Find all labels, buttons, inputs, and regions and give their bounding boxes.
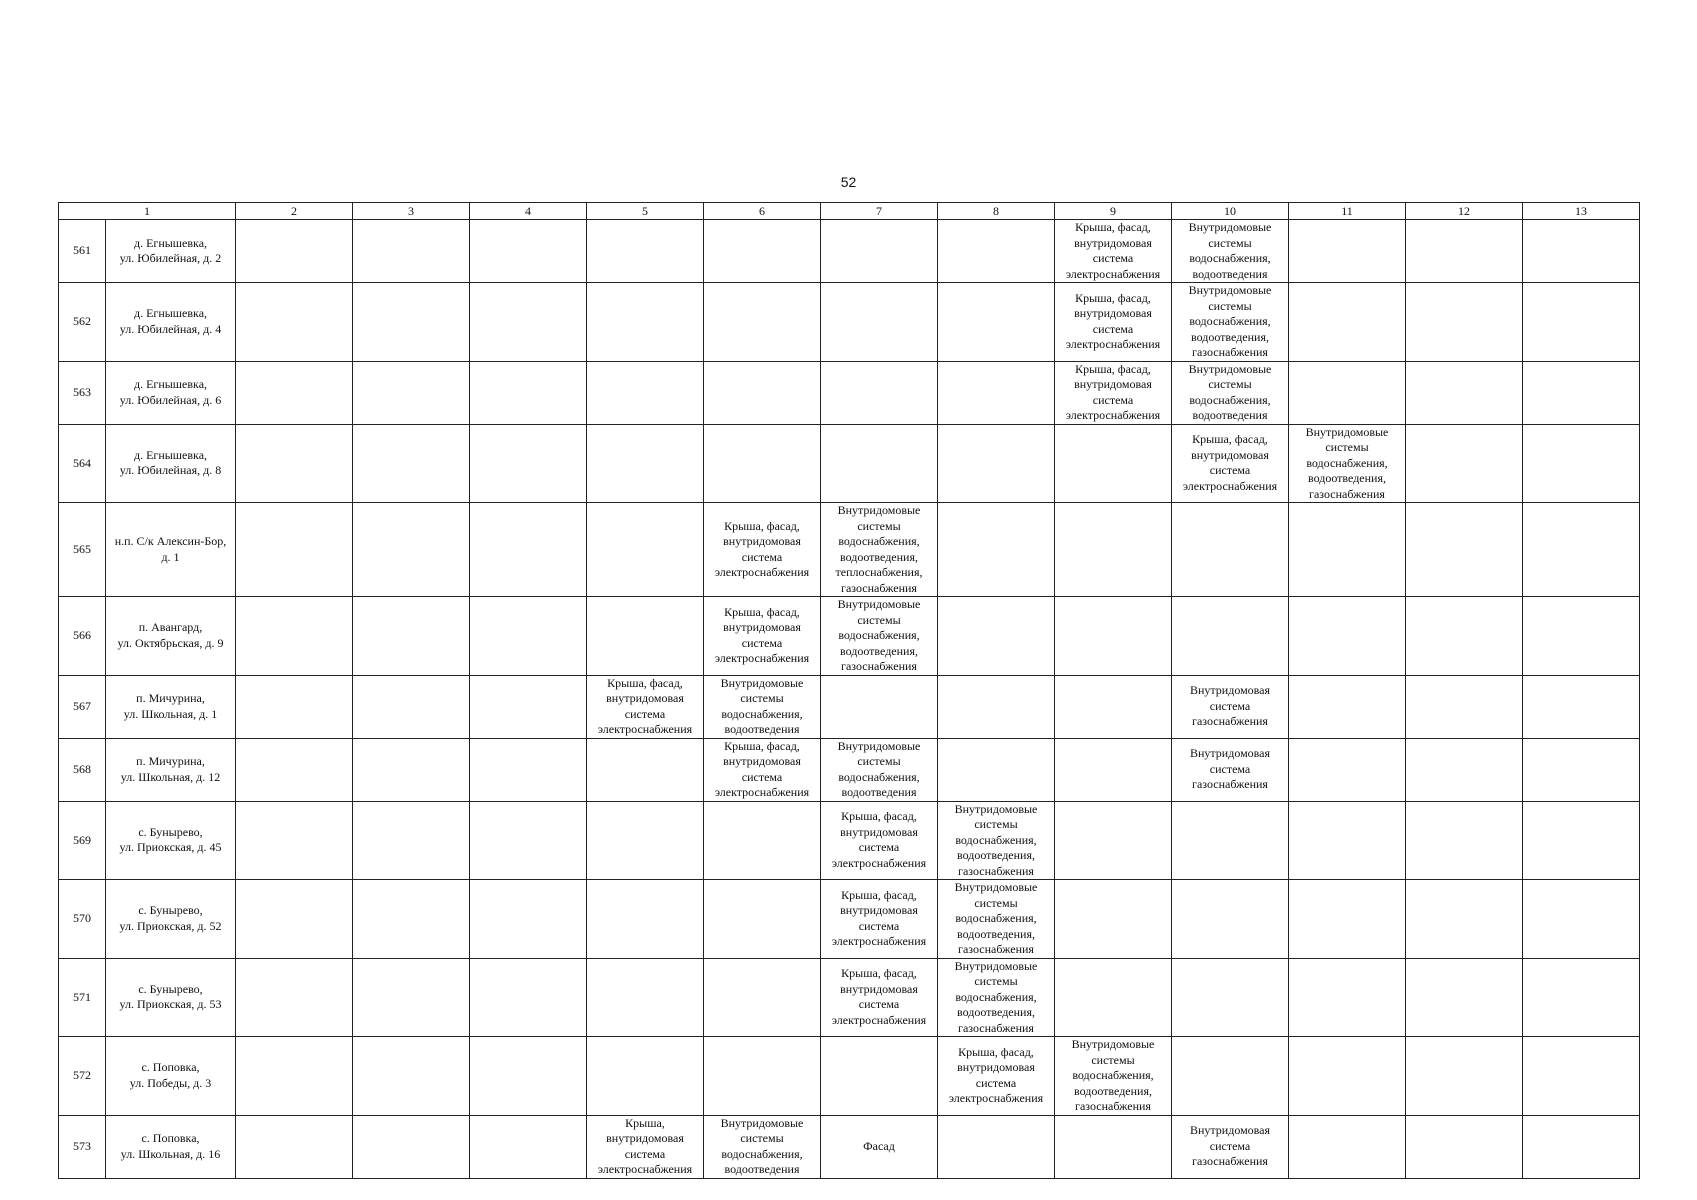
address-text: с. Поповка, ул. Победы, д. 3 [129,1060,212,1090]
column-header-11: 11 [1289,203,1406,220]
cell-col-9 [1055,880,1172,959]
cell-col-8 [938,880,1055,959]
row-number: 572 [59,1037,106,1116]
address-cell [106,1115,236,1178]
row-number: 564 [59,424,106,503]
cell-col-11 [1289,880,1406,959]
work-description: Крыша, внутридомовая система электроснабжения [597,1115,693,1176]
cell-col-11 [1289,361,1406,424]
cell-col-9 [1055,597,1172,676]
address-text: с. Бунырево, ул. Приокская, д. 52 [119,903,222,933]
table-row [59,220,1640,283]
cell-col-5 [587,1115,704,1178]
cell-col-7 [821,503,938,597]
work-description: Внутридомовая система газоснабжения [1189,746,1271,792]
cell-col-4 [470,1115,587,1178]
table-row [59,738,1640,801]
cell-col-2 [236,738,353,801]
column-header-3: 3 [353,203,470,220]
column-header-2: 2 [236,203,353,220]
row-number: 568 [59,738,106,801]
cell-col-3 [353,1115,470,1178]
table-row [59,1037,1640,1116]
cell-col-2 [236,1115,353,1178]
table-row [59,958,1640,1037]
cell-col-5 [587,220,704,283]
column-header-7: 7 [821,203,938,220]
cell-col-6 [704,503,821,597]
cell-col-7 [821,738,938,801]
cell-col-9 [1055,283,1172,362]
column-header-5: 5 [587,203,704,220]
work-description: Внутридомовая система газоснабжения [1189,1123,1271,1169]
row-number: 569 [59,801,106,880]
cell-col-13 [1523,1115,1640,1178]
cell-col-3 [353,880,470,959]
work-description: Внутридомовые системы водоснабжения, водоотведения [1188,361,1272,422]
cell-col-2 [236,503,353,597]
address-cell [106,424,236,503]
work-description: Крыша, фасад, внутридомовая система электроснабжения [1182,432,1278,493]
row-number: 567 [59,675,106,738]
cell-col-5 [587,880,704,959]
work-description: Внутридомовые системы водоснабжения, водоотведения, газоснабжения [1071,1037,1155,1113]
cell-col-8 [938,675,1055,738]
cell-col-3 [353,220,470,283]
address-text: с. Бунырево, ул. Приокская, д. 45 [119,824,222,855]
address-cell [106,880,236,959]
work-description: Крыша, фасад, внутридомовая система электроснабжения [831,966,927,1027]
cell-col-2 [236,958,353,1037]
work-description: Внутридомовые системы водоснабжения, водоотведения [1188,220,1272,281]
row-number: 573 [59,1115,106,1178]
cell-col-13 [1523,503,1640,597]
cell-col-8 [938,738,1055,801]
cell-col-13 [1523,675,1640,738]
cell-col-3 [353,738,470,801]
address-text: д. Егнышевка, ул. Юбилейная, д. 6 [119,377,222,407]
work-description: Внутридомовые системы водоснабжения, водоотведения [837,738,921,799]
cell-col-7 [821,424,938,503]
cell-col-5 [587,958,704,1037]
cell-col-4 [470,597,587,676]
cell-col-13 [1523,424,1640,503]
cell-col-6 [704,880,821,959]
address-cell [106,597,236,676]
cell-col-11 [1289,1037,1406,1116]
cell-col-5 [587,283,704,362]
row-number: 561 [59,220,106,283]
cell-col-8 [938,1115,1055,1178]
cell-col-3 [353,675,470,738]
cell-col-6 [704,958,821,1037]
cell-col-3 [353,283,470,362]
address-text: п. Мичурина, ул. Школьная, д. 1 [123,691,218,721]
work-description: Крыша, фасад, внутридомовая система электроснабжения [1065,290,1161,352]
cell-col-3 [353,503,470,597]
cell-col-4 [470,801,587,880]
cell-col-7 [821,675,938,738]
cell-col-2 [236,424,353,503]
cell-col-12 [1406,738,1523,801]
cell-col-7 [821,801,938,880]
address-cell [106,675,236,738]
work-description: Крыша, фасад, внутридомовая система электроснабжения [831,887,927,949]
column-header-9: 9 [1055,203,1172,220]
table-row [59,1115,1640,1178]
address-text: н.п. С/к Алексин-Бор, д. 1 [114,534,227,564]
cell-col-8 [938,958,1055,1037]
cell-col-12 [1406,283,1523,362]
work-description: Внутридомовые системы водоснабжения, водоотведения, теплоснабжения, газоснабжения [835,503,923,595]
cell-col-7 [821,361,938,424]
cell-col-4 [470,283,587,362]
cell-col-5 [587,503,704,597]
cell-col-10 [1172,675,1289,738]
cell-col-12 [1406,880,1523,959]
cell-col-12 [1406,958,1523,1037]
cell-col-7 [821,880,938,959]
address-cell [106,220,236,283]
cell-col-13 [1523,958,1640,1037]
address-cell [106,503,236,597]
cell-col-4 [470,880,587,959]
row-number: 562 [59,283,106,362]
work-description: Крыша, фасад, внутридомовая система электроснабжения [948,1044,1044,1106]
cell-col-3 [353,1037,470,1116]
cell-col-12 [1406,1115,1523,1178]
address-text: д. Егнышевка, ул. Юбилейная, д. 2 [119,235,222,265]
cell-col-4 [470,1037,587,1116]
cell-col-4 [470,361,587,424]
cell-col-6 [704,801,821,880]
column-header-4: 4 [470,203,587,220]
work-description: Фасад [863,1138,895,1153]
work-description: Внутридомовые системы водоснабжения, водоотведения, газоснабжения [954,880,1038,956]
cell-col-11 [1289,503,1406,597]
cell-col-12 [1406,1037,1523,1116]
cell-col-10 [1172,880,1289,959]
row-number: 571 [59,958,106,1037]
cell-col-12 [1406,675,1523,738]
column-header-1: 1 [59,203,236,220]
work-description: Внутридомовые системы водоснабжения, водоотведения, газоснабжения [954,801,1038,878]
cell-col-6 [704,283,821,362]
cell-col-4 [470,220,587,283]
cell-col-2 [236,283,353,362]
cell-col-5 [587,675,704,738]
address-text: с. Поповка, ул. Школьная, д. 16 [120,1131,221,1161]
cell-col-10 [1172,361,1289,424]
cell-col-5 [587,424,704,503]
cell-col-2 [236,801,353,880]
cell-col-7 [821,597,938,676]
address-text: д. Егнышевка, ул. Юбилейная, д. 4 [119,306,222,336]
work-description: Крыша, фасад, внутридомовая система электроснабжения [714,738,810,799]
cell-col-8 [938,283,1055,362]
cell-col-2 [236,220,353,283]
row-number: 565 [59,503,106,597]
cell-col-12 [1406,503,1523,597]
cell-col-12 [1406,220,1523,283]
table-row [59,880,1640,959]
address-cell [106,361,236,424]
cell-col-13 [1523,361,1640,424]
schedule-table [58,202,1640,1179]
cell-col-3 [353,801,470,880]
cell-col-13 [1523,1037,1640,1116]
cell-col-9 [1055,958,1172,1037]
cell-col-6 [704,675,821,738]
cell-col-11 [1289,283,1406,362]
cell-col-10 [1172,1115,1289,1178]
work-description: Внутридомовые системы водоснабжения, водоотведения, газоснабжения [954,958,1038,1035]
cell-col-8 [938,1037,1055,1116]
cell-col-5 [587,738,704,801]
row-number: 563 [59,361,106,424]
table-row [59,675,1640,738]
address-text: п. Мичурина, ул. Школьная, д. 12 [120,754,221,784]
cell-col-13 [1523,738,1640,801]
work-description: Крыша, фасад, внутридомовая система электроснабжения [831,809,927,870]
cell-col-6 [704,1115,821,1178]
cell-col-11 [1289,958,1406,1037]
cell-col-10 [1172,220,1289,283]
work-description: Внутридомовые системы водоснабжения, водоотведения, газоснабжения [837,597,921,673]
cell-col-5 [587,597,704,676]
cell-col-10 [1172,958,1289,1037]
work-description: Внутридомовые системы водоснабжения, водоотведения [720,675,804,736]
column-header-8: 8 [938,203,1055,220]
cell-col-11 [1289,1115,1406,1178]
row-number: 566 [59,597,106,676]
table-row [59,597,1640,676]
work-description: Внутридомовая система газоснабжения [1189,683,1271,729]
cell-col-7 [821,958,938,1037]
cell-col-4 [470,503,587,597]
cell-col-5 [587,361,704,424]
cell-col-4 [470,738,587,801]
cell-col-6 [704,738,821,801]
cell-col-10 [1172,738,1289,801]
work-description: Крыша, фасад, внутридомовая система электроснабжения [1065,361,1161,422]
column-header-6: 6 [704,203,821,220]
cell-col-9 [1055,220,1172,283]
cell-col-10 [1172,1037,1289,1116]
cell-col-8 [938,503,1055,597]
cell-col-10 [1172,801,1289,880]
address-cell [106,738,236,801]
row-number: 570 [59,880,106,959]
cell-col-13 [1523,220,1640,283]
cell-col-7 [821,1037,938,1116]
cell-col-9 [1055,361,1172,424]
cell-col-9 [1055,801,1172,880]
cell-col-11 [1289,738,1406,801]
address-cell [106,801,236,880]
cell-col-10 [1172,597,1289,676]
cell-col-2 [236,597,353,676]
cell-col-9 [1055,424,1172,503]
address-cell [106,283,236,362]
cell-col-13 [1523,283,1640,362]
cell-col-7 [821,1115,938,1178]
cell-col-7 [821,283,938,362]
cell-col-9 [1055,675,1172,738]
cell-col-13 [1523,880,1640,959]
cell-col-8 [938,597,1055,676]
cell-col-12 [1406,597,1523,676]
work-description: Крыша, фасад, внутридомовая система электроснабжения [1065,220,1161,281]
cell-col-6 [704,597,821,676]
address-cell [106,1037,236,1116]
cell-col-13 [1523,597,1640,676]
cell-col-2 [236,880,353,959]
table-row [59,503,1640,597]
work-description: Крыша, фасад, внутридомовая система электроснабжения [714,518,810,579]
cell-col-8 [938,801,1055,880]
address-text: п. Авангард, ул. Октябрьская, д. 9 [117,620,224,650]
cell-col-3 [353,958,470,1037]
cell-col-8 [938,361,1055,424]
table-row [59,801,1640,880]
cell-col-12 [1406,801,1523,880]
cell-col-12 [1406,361,1523,424]
address-cell [106,958,236,1037]
cell-col-10 [1172,503,1289,597]
column-header-10: 10 [1172,203,1289,220]
column-header-13: 13 [1523,203,1640,220]
work-description: Внутридомовые системы водоснабжения, водоотведения [720,1115,804,1176]
cell-col-5 [587,801,704,880]
page-number: 52 [840,174,857,190]
cell-col-3 [353,424,470,503]
column-number-row [59,203,1640,220]
cell-col-9 [1055,738,1172,801]
table-row [59,361,1640,424]
cell-col-13 [1523,801,1640,880]
cell-col-11 [1289,675,1406,738]
work-description: Внутридомовые системы водоснабжения, водоотведения, газоснабжения [1305,424,1389,501]
work-description: Крыша, фасад, внутридомовая система электроснабжения [714,604,810,666]
table-row [59,283,1640,362]
address-text: с. Бунырево, ул. Приокская, д. 53 [119,981,222,1012]
cell-col-2 [236,361,353,424]
cell-col-11 [1289,424,1406,503]
cell-col-8 [938,220,1055,283]
cell-col-7 [821,220,938,283]
cell-col-11 [1289,597,1406,676]
cell-col-11 [1289,801,1406,880]
work-description: Крыша, фасад, внутридомовая система электроснабжения [597,675,693,736]
address-text: д. Егнышевка, ул. Юбилейная, д. 8 [119,447,222,478]
cell-col-10 [1172,424,1289,503]
cell-col-5 [587,1037,704,1116]
cell-col-11 [1289,220,1406,283]
cell-col-6 [704,361,821,424]
cell-col-2 [236,1037,353,1116]
cell-col-3 [353,597,470,676]
column-header-12: 12 [1406,203,1523,220]
cell-col-9 [1055,1115,1172,1178]
cell-col-3 [353,361,470,424]
cell-col-6 [704,220,821,283]
cell-col-2 [236,675,353,738]
cell-col-9 [1055,503,1172,597]
work-description: Внутридомовые системы водоснабжения, водоотведения, газоснабжения [1188,283,1272,359]
table-row [59,424,1640,503]
cell-col-6 [704,424,821,503]
cell-col-4 [470,424,587,503]
cell-col-4 [470,675,587,738]
cell-col-6 [704,1037,821,1116]
cell-col-8 [938,424,1055,503]
cell-col-12 [1406,424,1523,503]
cell-col-9 [1055,1037,1172,1116]
cell-col-4 [470,958,587,1037]
cell-col-10 [1172,283,1289,362]
